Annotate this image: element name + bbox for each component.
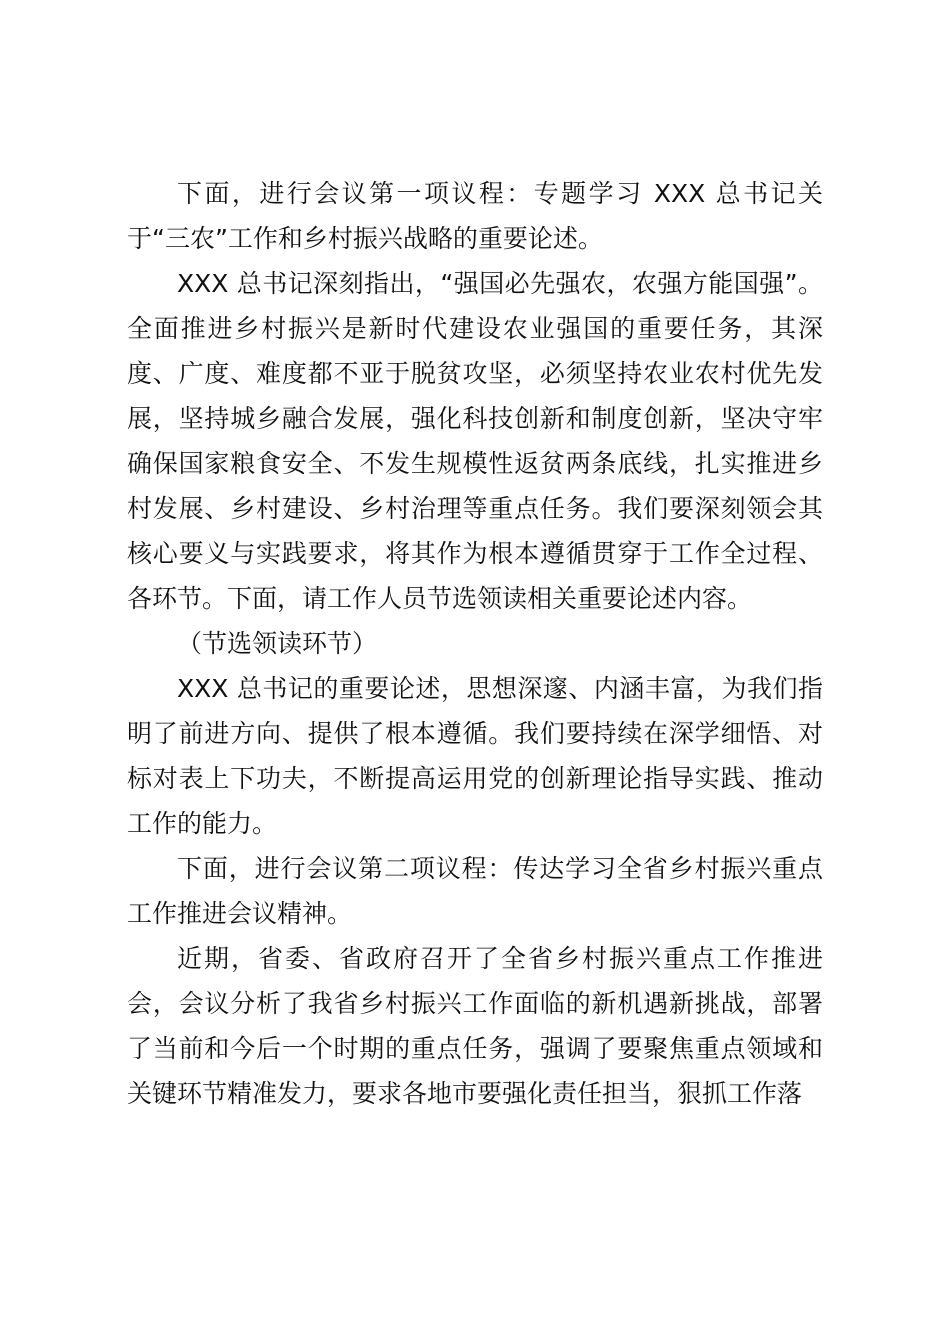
paragraph-agenda-item-1: 下面，进行会议第一项议程：专题学习 XXX 总书记关于“三农”工作和乡村振兴战略的重要论述。: [127, 179, 823, 253]
paragraph-reading-session: （节选领读环节）: [177, 629, 378, 658]
paragraph-provincial-meeting: 近期，省委、省政府召开了全省乡村振兴重点工作推进会，会议分析了我省乡村振兴工作面临的新机遇新挑战，部署了当前和今后一个时期的重点任务，强调了要聚焦重点领域和关键环节精准发力，要求各地市要强化责任担当，狠抓工作落: [127, 944, 823, 1108]
paragraph-summary: XXX 总书记的重要论述，思想深邃、内涵丰富，为我们指明了前进方向、提供了根本遵循。我们要持续在深学细悟、对标对表上下功夫，不断提高运用党的创新理论指导实践、推动工作的能力。: [127, 674, 823, 838]
paragraph-agenda-item-2: 下面，进行会议第二项议程：传达学习全省乡村振兴重点工作推进会议精神。: [127, 854, 823, 928]
paragraph-general-secretary-remarks: XXX 总书记深刻指出，“强国必先强农，农强方能国强”。全面推进乡村振兴是新时代建设农业强国的重要任务，其深度、广度、难度都不亚于脱贫攻坚，必须坚持农业农村优先发展，坚持城乡融合发展，强化科技创新和制度创新，坚决守牢确保国家粮食安全、不发生规模性返贫两条底线，扎实推进乡村发展、乡村建设、乡村治理等重点任务。我们要深刻领会其核心要义与实践要求，将其作为根本遵循贯穿于工作全过程、各环节。下面，请工作人员节选领读相关重要论述内容。: [127, 269, 823, 613]
document-body: [127, 171, 823, 1116]
